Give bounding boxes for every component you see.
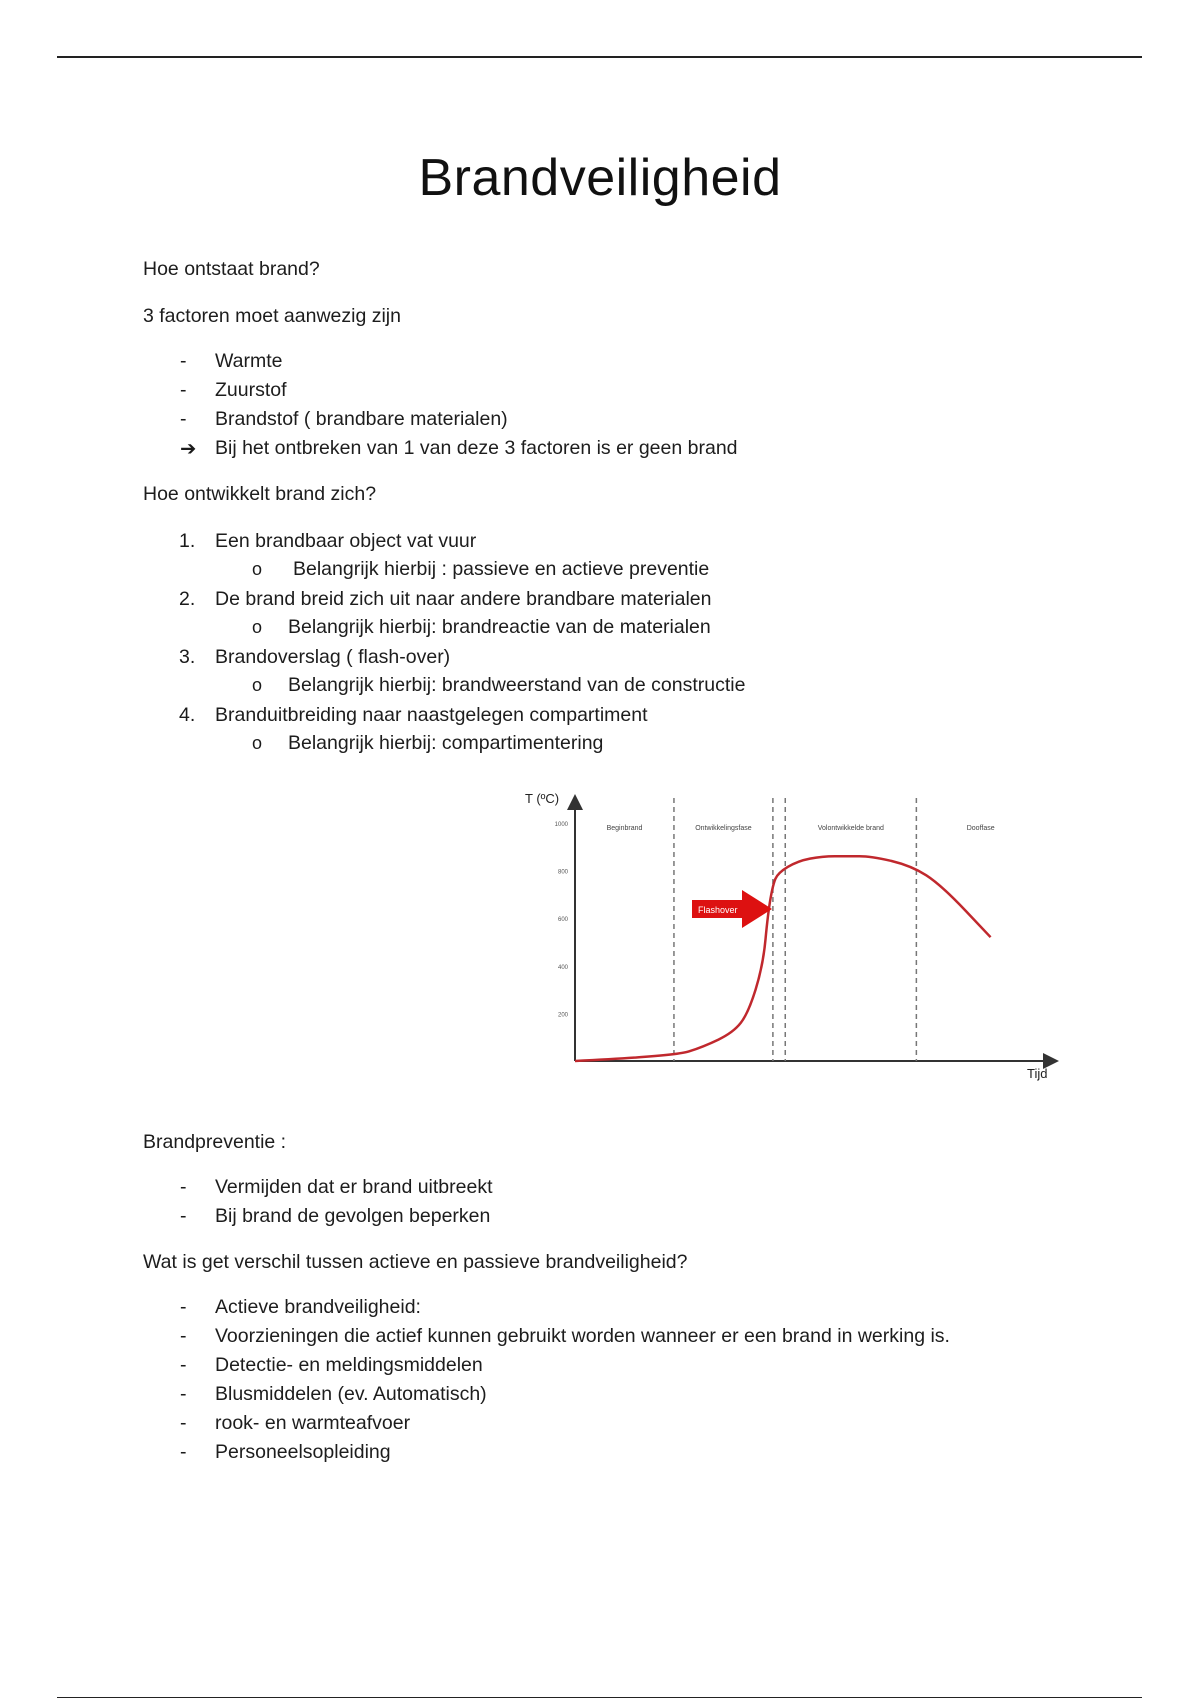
step-sub: Belangrijk hierbij : passieve en actieve preventie <box>293 558 710 580</box>
circle-bullet-icon: o <box>252 559 263 579</box>
circle-bullet-icon: o <box>252 675 263 695</box>
dash-marker: - <box>180 1296 187 1318</box>
phase-label: Beginbrand <box>606 825 643 832</box>
phase-label: Volontwikkelde brand <box>817 825 884 832</box>
phase-label: Dooffase <box>966 825 995 832</box>
step-text: Brandoverslag ( flash-over) <box>215 646 451 668</box>
step-number: 3. <box>179 646 196 668</box>
y-tick-label: 400 <box>557 964 568 971</box>
temperature-curve <box>575 856 991 1061</box>
flashover-annotation <box>692 890 772 928</box>
list-item: Vermijden dat er brand uitbreekt <box>215 1176 493 1198</box>
y-axis-label: T (ºC) <box>525 791 560 806</box>
list-item: Personeelsopleiding <box>215 1441 391 1463</box>
step-number: 1. <box>179 530 196 552</box>
dash-marker: - <box>180 350 187 372</box>
arrow-note: Bij het ontbreken van 1 van deze 3 factoren is er geen brand <box>215 437 738 459</box>
step-text: Branduitbreiding naar naastgelegen compartiment <box>215 704 648 726</box>
y-tick-label: 600 <box>557 917 568 924</box>
question-ontstaan: Hoe ontstaat brand? <box>143 258 320 280</box>
phase-label: Ontwikkelingsfase <box>695 825 752 832</box>
y-tick-label: 800 <box>557 869 568 876</box>
dash-marker: - <box>180 408 187 430</box>
list-item: Brandstof ( brandbare materialen) <box>215 408 508 430</box>
step-text: Een brandbaar object vat vuur <box>215 530 477 552</box>
dash-marker: - <box>180 379 187 401</box>
dash-marker: - <box>180 1354 187 1376</box>
dash-marker: - <box>180 1176 187 1198</box>
step-number: 4. <box>179 704 196 726</box>
question-ontwikkeling: Hoe ontwikkelt brand zich? <box>143 483 377 505</box>
y-tick-label: 1000 <box>554 821 568 828</box>
list-item: Warmte <box>215 350 283 372</box>
circle-bullet-icon: o <box>252 733 263 753</box>
list-item: Blusmiddelen (ev. Automatisch) <box>215 1383 487 1405</box>
dash-marker: - <box>180 1205 187 1227</box>
step-sub: Belangrijk hierbij: brandweerstand van de constructie <box>288 674 746 696</box>
y-tick-label: 200 <box>557 1012 568 1019</box>
dash-marker: - <box>180 1325 187 1347</box>
step-sub: Belangrijk hierbij: compartimentering <box>288 732 604 754</box>
step-number: 2. <box>179 588 196 610</box>
step-sub: Belangrijk hierbij: brandreactie van de materialen <box>288 616 711 638</box>
page-title: Brandveiligheid <box>418 149 782 207</box>
list-item: Detectie- en meldingsmiddelen <box>215 1354 483 1376</box>
factors-intro: 3 factoren moet aanwezig zijn <box>143 305 401 327</box>
flashover-label: Flashover <box>698 905 738 915</box>
step-text: De brand breid zich uit naar andere brandbare materialen <box>215 588 712 610</box>
list-item: rook- en warmteafvoer <box>215 1412 411 1434</box>
question-verschil: Wat is get verschil tussen actieve en passieve brandveiligheid? <box>143 1251 688 1273</box>
top-rule <box>57 56 1142 58</box>
fire-curve-chart <box>520 786 1060 1086</box>
list-item: Zuurstof <box>215 379 287 401</box>
circle-bullet-icon: o <box>252 617 263 637</box>
list-item: Actieve brandveiligheid: <box>215 1296 421 1318</box>
list-item: Bij brand de gevolgen beperken <box>215 1205 491 1227</box>
arrow-right-icon: ➔ <box>180 438 197 460</box>
dash-marker: - <box>180 1383 187 1405</box>
bottom-rule <box>57 1697 1142 1698</box>
brandpreventie-heading: Brandpreventie : <box>143 1131 287 1153</box>
dash-marker: - <box>180 1412 187 1434</box>
dash-marker: - <box>180 1441 187 1463</box>
list-item: Voorzieningen die actief kunnen gebruikt worden wanneer er een brand in werking is. <box>215 1325 950 1347</box>
x-axis-label: Tijd <box>1027 1066 1048 1081</box>
